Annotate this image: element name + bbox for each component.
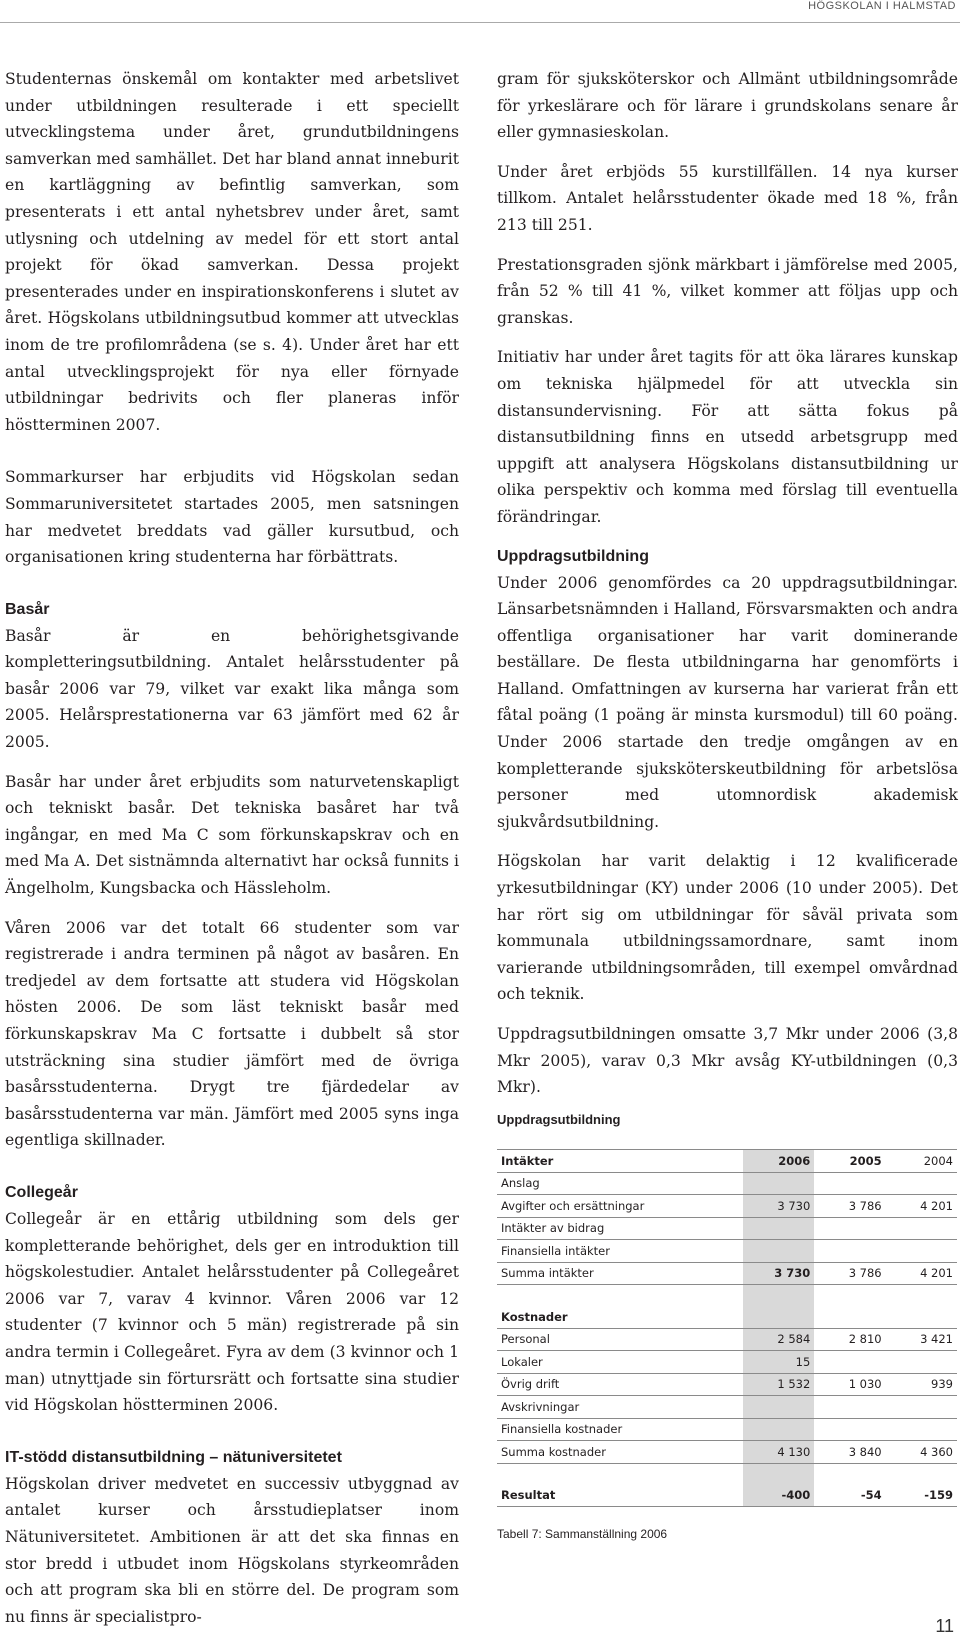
table-title: Uppdragsutbildning xyxy=(497,1112,621,1127)
section-heading-collegear: Collegeår xyxy=(5,1183,78,1201)
left-column xyxy=(5,66,459,1630)
column-header: 2006 xyxy=(743,1150,814,1173)
financial-table xyxy=(497,1149,957,1507)
paragraph: Prestationsgraden sjönk märkbart i jämförelse med 2005, från 52 % till 41 %, vilket kommer att följas upp och granskas. xyxy=(497,255,958,327)
section-heading-uppdragsutbildning: Uppdragsutbildning xyxy=(497,547,649,565)
paragraph: Högskolan har varit delaktig i 12 kvalificerade yrkesutbildningar (KY) under 2006 (10 under 2005). Det har rört sig om utbildningar för såväl privata som kommunala utbildningssamordnare, samt inom varierande utbildningsområden, till exempel omvårdnad och teknik. xyxy=(497,852,958,1004)
paragraph: Under 2006 genomfördes ca 20 uppdragsutbildningar. Länsarbetsnämnden i Halland, Försvarsmakten och andra offentliga organisationer har varit dominerande beställare. De flesta utbildningarna har genomförts i Halland. Omfattningen av kurserna har varierat från ett fåtal poäng (1 poäng är minsta kursmodul) till 60 poäng. Under 2006 startade den tredje omgången av en kompletterande sjuksköterskeutbildning för arbetslösa personer med utomnordisk akademisk sjukvårdsutbildning. xyxy=(497,573,958,831)
header-title: HÖGSKOLAN I HALMSTAD xyxy=(808,0,956,12)
table-row-total: Summa intäkter 3 730 3 786 4 201 xyxy=(497,1262,957,1285)
table-row: Avskrivningar xyxy=(497,1396,957,1419)
table-row-total: Summa kostnader 4 130 3 840 4 360 xyxy=(497,1441,957,1464)
table-row: Lokaler 15 xyxy=(497,1351,957,1374)
column-header: 2004 xyxy=(886,1150,957,1173)
paragraph: Collegeår är en ettårig utbildning som dels ger kompletterande behörighet, dels ger en introduktion till högskolestudier. Antalet helårsstudenter på Collegeåret 2006 var 7, varav 4 kvinnor. Våren 2006 var 12 studenter (7 kvinnor och 5 män) registrerade på sin andra termin i Collegeåret. Fyra av dem (3 kvinnor och 1 man) utnyttjade sin förtursrätt och fortsatte sina studier vid Högskolan höstterminen 2006. xyxy=(5,1209,459,1415)
financial-table-block xyxy=(497,1112,957,1541)
page-number: 11 xyxy=(935,1616,954,1636)
table-row: Anslag xyxy=(497,1172,957,1195)
paragraph: Våren 2006 var det totalt 66 studenter som var registrerade i andra terminen på något av basåren. En tredjedel av dem fortsatte att studera vid Högskolan hösten 2006. De som läst tekniskt basår med förkunskapskrav Ma C fortsatte i dubbelt så stor utsträckning sina studier jämfört med de övriga basårsstudenterna. Drygt tre fjärdedelar av basårsstudenterna var män. Jämfört med 2005 syns inga egentliga skillnader. xyxy=(5,918,459,1150)
paragraph: Basår har under året erbjudits som naturvetenskapligt och tekniskt basår. Det tekniska basåret har två ingångar, en med Ma C som förkunskapskrav och en med Ma A. Det sistnämnda alternativt har också funnits i Ängelholm, Kungsbacka och Hässleholm. xyxy=(5,772,459,898)
paragraph: Initiativ har under året tagits för att öka lärares kunskap om tekniska hjälpmedel för att utveckla sin distansundervisning. För att sätta fokus på distansutbildning finns en utsedd arbetsgrupp med uppgift att analysera Högskolans distansutbildning ur olika perspektiv och komma med förslag till eventuella förändringar. xyxy=(497,348,958,526)
paragraph: Under året erbjöds 55 kurstillfällen. 14 nya kurser tillkom. Antalet helårsstudenter ökade med 18 %, från 213 till 251. xyxy=(497,162,958,234)
section-heading-it-distans: IT-stödd distansutbildning – nätuniversitetet xyxy=(5,1448,342,1466)
paragraph: Uppdragsutbildningen omsatte 3,7 Mkr under 2006 (3,8 Mkr 2005), varav 0,3 Mkr avsåg KY-utbildningen (0,3 Mkr). xyxy=(497,1025,958,1097)
column-header: 2005 xyxy=(814,1150,885,1173)
table-row: Intäkter av bidrag xyxy=(497,1217,957,1240)
paragraph: Sommarkurser har erbjudits vid Högskolan sedan Sommaruniversitetet startades 2005, men satsningen har medvetet breddats vad gäller kursutbud, och organisationen kring studenterna har förbättrats. xyxy=(5,468,459,567)
table-section-label: Intäkter xyxy=(497,1150,743,1173)
table-row-result: Resultat -400 -54 -159 xyxy=(497,1485,957,1507)
table-header-row xyxy=(497,1150,957,1173)
table-row: Personal 2 584 2 810 3 421 xyxy=(497,1328,957,1351)
header-divider xyxy=(0,22,960,23)
section-heading-basar: Basår xyxy=(5,600,50,618)
paragraph: Basår är en behörighetsgivande kompletteringsutbildning. Antalet helårsstudenter på basår 2006 var 79, vilket var exakt lika många som 2005. Helårsprestationerna var 63 jämfört med 62 år 2005. xyxy=(5,626,459,752)
table-section-label: Kostnader xyxy=(497,1306,743,1328)
paragraph: Studenternas önskemål om kontakter med arbetslivet under utbildningen resulterade i ett speciellt utvecklingstema under året, grundutbildningens samverkan med samhället. Det har bland annat inneburit en kartläggning av befintlig samverkan, som presenterats i ett antal nyhetsbrev under året, samt utlysning och utdelning av medel för ett stort antal projekt för ökad samverkan. Dessa projekt presenterades under en inspirationskonferens i slutet av året. Högskolans utbildningsutbud kommer att utvecklas inom de tre profilområdena (se s. 4). Under året har ett antal utvecklingsprojekt för nya eller förnyade utbildningar bedrivits och fler planeras inför höstterminen 2007. xyxy=(5,70,459,434)
right-column xyxy=(497,66,958,1101)
table-row: Övrig drift 1 532 1 030 939 xyxy=(497,1373,957,1396)
table-header-row xyxy=(497,1306,957,1328)
paragraph: Högskolan driver medvetet en successiv utbyggnad av antalet kurser och årsstudieplatser inom Nätuniversitetet. Ambitionen är att det ska finnas en stor bredd i utbudet inom Högskolans styrkeområden och att program ska bli en större del. De program som nu finns är specialistpro- xyxy=(5,1474,459,1626)
table-row: Avgifter och ersättningar 3 730 3 786 4 201 xyxy=(497,1195,957,1218)
table-row: Finansiella kostnader xyxy=(497,1418,957,1441)
table-caption: Tabell 7: Sammanställning 2006 xyxy=(497,1527,668,1541)
page-header xyxy=(0,0,960,22)
table-row: Finansiella intäkter xyxy=(497,1240,957,1263)
paragraph: gram för sjuksköterskor och Allmänt utbildningsområde för yrkeslärare och för lärare i grundskolans senare år eller gymnasieskolan. xyxy=(497,70,958,142)
